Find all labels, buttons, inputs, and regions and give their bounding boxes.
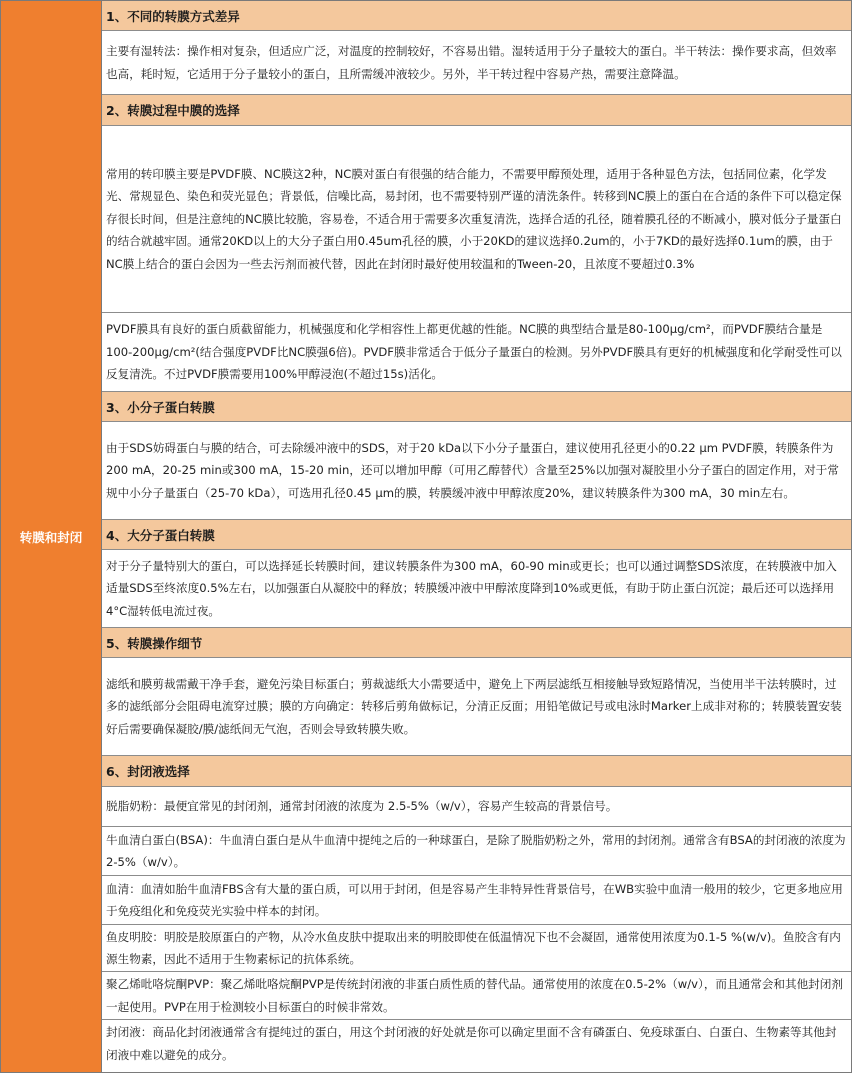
section-label: 转膜和封闭: [19, 529, 83, 545]
section-heading: [102, 392, 851, 422]
paragraph-text: PVDF膜具有良好的蛋白质截留能力，机械强度和化学相容性上都更优越的性能。NC膜的典型结合量是80-100μg/cm²，而PVDF膜结合量是100-200μg/cm²(结合强度PVDF比NC膜强6倍)。PVDF膜非常适合于低分子量蛋白的检测。另外PVDF膜具有更好的机械强度和化学耐受性可以反复清洗。不过PVDF膜需要用100%甲醇浸泡(不超过15s)活化。: [106, 322, 842, 382]
content-column: [102, 1, 851, 1072]
paragraph-text: 鱼皮明胶：明胶是胶原蛋白的产物，从冷水鱼皮肤中提取出来的明胶即使在低温情况下也不会凝固，通常使用浓度为0.1-5 %(w/v)。鱼胶含有内源生物素，因此不适用于生物素标记的抗体系统。: [106, 929, 841, 966]
paragraph-text: 主要有湿转法：操作相对复杂，但适应广泛，对温度的控制较好，不容易出错。湿转适用于分子量较大的蛋白。半干转法：操作要求高，但效率也高，耗时短，它适用于分子量较小的蛋白，且所需缓冲液较少。另外，半干转过程中容易产热，需要注意降温。: [106, 44, 837, 81]
heading-text: 1、不同的转膜方式差异: [106, 8, 240, 24]
text-paragraph: [102, 787, 851, 827]
text-paragraph: [102, 658, 851, 756]
text-paragraph: [102, 827, 851, 876]
paragraph-text: 牛血清白蛋白(BSA)：牛血清白蛋白是从牛血清中提纯之后的一种球蛋白，是除了脱脂奶粉之外，常用的封闭剂。通常含有BSA的封闭液的浓度为2-5%（w/v）。: [106, 832, 846, 869]
section-label-cell: [1, 1, 102, 1072]
section-heading: [102, 95, 851, 126]
text-paragraph: [102, 972, 851, 1020]
text-paragraph: [102, 1020, 851, 1067]
section-heading: [102, 756, 851, 787]
paragraph-text: 对于分子量特别大的蛋白，可以选择延长转膜时间，建议转膜条件为300 mA，60-90 min或更长；也可以通过调整SDS浓度，在转膜液中加入适量SDS至终浓度0.5%左右，以加强蛋白从凝胶中的释放；转膜缓冲液中甲醇浓度降到10%或更低，有助于防止蛋白沉淀；最后还可以选择用4°C湿转低电流过夜。: [106, 558, 837, 618]
section-heading: [102, 520, 851, 550]
section-heading: [102, 628, 851, 658]
text-paragraph: [102, 422, 851, 520]
heading-text: 2、转膜过程中膜的选择: [106, 103, 240, 118]
paragraph-text: 滤纸和膜剪裁需戴干净手套，避免污染目标蛋白；剪裁滤纸大小需要适中，避免上下两层滤纸互相接触导致短路情况，当使用半干法转膜时，过多的滤纸部分会阻碍电流穿过膜；膜的方向确定：转移后剪角做标记，分清正反面；用铅笔做记号或电泳时Marker上成非对称的；转膜装置安装好后需要确保凝胶/膜/滤纸间无气泡，否则会导致转膜失败。: [106, 676, 842, 736]
section-heading: [102, 1, 851, 31]
heading-text: 6、封闭液选择: [106, 764, 190, 779]
text-paragraph: [102, 31, 851, 95]
text-paragraph: [102, 313, 851, 392]
paragraph-text: 由于SDS妨碍蛋白与膜的结合，可去除缓冲液中的SDS，对于20 kDa以下小分子量蛋白，建议使用孔径更小的0.22 μm PVDF膜，转膜条件为200 mA，20-25 min或300 mA，15-20 min，还可以增加甲醇（可用乙醇替代）含量至25%以加强对凝胶里小分子蛋白的固定作用，对于常规中小分子量蛋白（25-70 kDa），可选用孔径0.45 μm的膜，转膜缓冲液中甲醇浓度20%，建议转膜条件为300 mA，30 min左右。: [106, 440, 839, 500]
paragraph-text: 血清：血清如胎牛血清FBS含有大量的蛋白质，可以用于封闭，但是容易产生非特异性背景信号，在WB实验中血清一般用的较少，它更多地应用于免疫组化和免疫荧光实验中样本的封闭。: [106, 881, 843, 918]
heading-text: 3、小分子蛋白转膜: [106, 399, 215, 415]
paragraph-text: 常用的转印膜主要是PVDF膜、NC膜这2种，NC膜对蛋白有很强的结合能力，不需要甲醇预处理，适用于各种显色方法，包括同位素，化学发光、常规显色、染色和荧光显色；背景低，信噪比高，易封闭，也不需要特别严谨的清洗条件。转移到NC膜上的蛋白在合适的条件下可以稳定保存很长时间，但是注意纯的NC膜比较脆，容易卷，不适合用于需要多次重复清洗，选择合适的孔径，随着膜孔径的不断减小，膜对低分子量蛋白的结合就越牢固。通常20KD以上的大分子蛋白用0.45um孔径的膜，小于20KD的建议选择0.2um的，小于7KD的最好选择0.1um的膜，由于NC膜上结合的蛋白会因为一些去污剂而被代替，因此在封闭时最好使用较温和的Tween-20，且浓度不要超过0.3%: [106, 166, 842, 271]
paragraph-text: 封闭液：商品化封闭液通常含有提纯过的蛋白，用这个封闭液的好处就是你可以确定里面不含有磷蛋白、免疫球蛋白、白蛋白、生物素等其他封闭液中难以避免的成分。: [106, 1025, 837, 1062]
text-paragraph: [102, 876, 851, 925]
text-paragraph: [102, 550, 851, 628]
paragraph-text: 脱脂奶粉：最便宜常见的封闭剂，通常封闭液的浓度为 2.5-5%（w/v），容易产生较高的背景信号。: [106, 799, 618, 814]
text-paragraph: [102, 126, 851, 313]
heading-text: 5、转膜操作细节: [106, 635, 203, 651]
paragraph-text: 聚乙烯吡咯烷酮PVP：聚乙烯吡咯烷酮PVP是传统封闭液的非蛋白质性质的替代品。通常使用的浓度在0.5-2%（w/v），而且通常会和其他封闭剂一起使用。PVP在用于检测较小目标蛋白的时候非常效。: [106, 977, 843, 1014]
heading-text: 4、大分子蛋白转膜: [106, 527, 215, 543]
text-paragraph: [102, 925, 851, 972]
